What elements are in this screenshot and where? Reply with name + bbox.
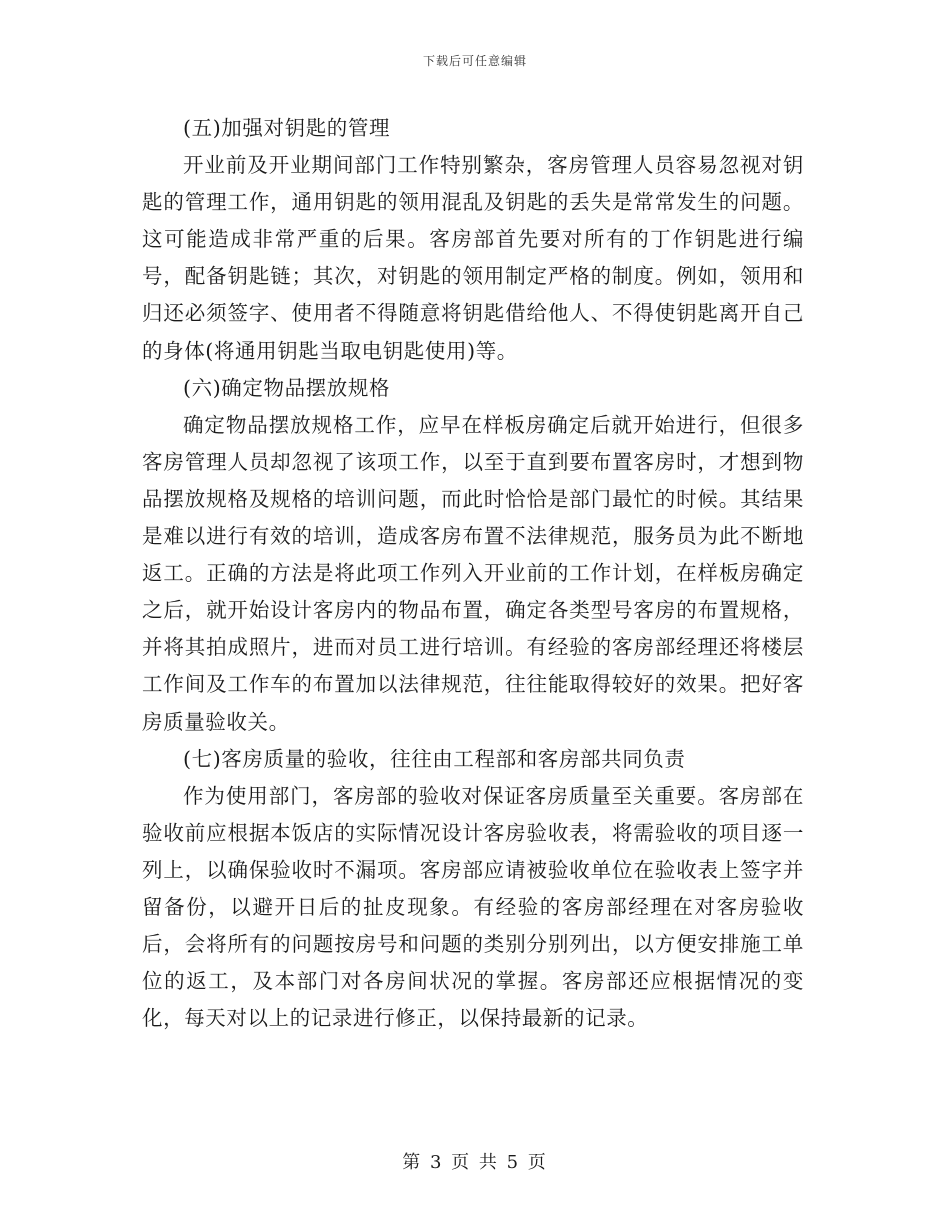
section-paragraph: 作为使用部门，客房部的验收对保证客房质量至关重要。客房部在验收前应根据本饭店的实际情况设计客房验收表，将需验收的项目逐一列上，以确保验收时不漏项。客房部应请被验收单位在验收表上签字并留备份，以避开日后的扯皮现象。有经验的客房部经理在对客房验收后，会将所有的问题按房号和问题的类别分别列出，以方便安排施工单位的返工，及本部门对各房间状况的掌握。客房部还应根据情况的变化，每天对以上的记录进行修正，以保持最新的记录。 — [142, 783, 804, 1031]
document-body — [142, 110, 804, 1037]
section-paragraph: 确定物品摆放规格工作，应早在样板房确定后就开始进行，但很多客房管理人员却忽视了该项工作，以至于直到要布置客房时，才想到物品摆放规格及规格的培训问题，而此时恰恰是部门最忙的时候。其结果是难以进行有效的培训，造成客房布置不法律规范，服务员为此不断地返工。正确的方法是将此项工作列入开业前的工作计划，在样板房确定之后，就开始设计客房内的物品布置，确定各类型号客房的布置规格，并将其拍成照片，进而对员工进行培训。有经验的客房部经理还将楼层工作间及工作车的布置加以法律规范，往往能取得较好的效果。把好客房质量验收关。 — [142, 412, 804, 734]
section-heading: (五)加强对钥匙的管理 — [183, 116, 391, 140]
page-header-note: 下载后可任意编辑 — [422, 54, 527, 68]
section-heading: (六)确定物品摆放规格 — [183, 375, 391, 400]
section-heading: (七)客房质量的验收，往往由工程部和客房部共同负责 — [183, 746, 686, 771]
page-number: 第 3 页 共 5 页 — [402, 1152, 548, 1173]
section-paragraph: 开业前及开业期间部门工作特别繁杂，客房管理人员容易忽视对钥匙的管理工作，通用钥匙的领用混乱及钥匙的丢失是常常发生的问题。这可能造成非常严重的后果。客房部首先要对所有的丁作钥匙进行编号，配备钥匙链；其次，对钥匙的领用制定严格的制度。例如，领用和归还必须签字、使用者不得随意将钥匙借给他人、不得使钥匙离开自己的身体(将通用钥匙当取电钥匙使用)等。 — [142, 153, 804, 363]
